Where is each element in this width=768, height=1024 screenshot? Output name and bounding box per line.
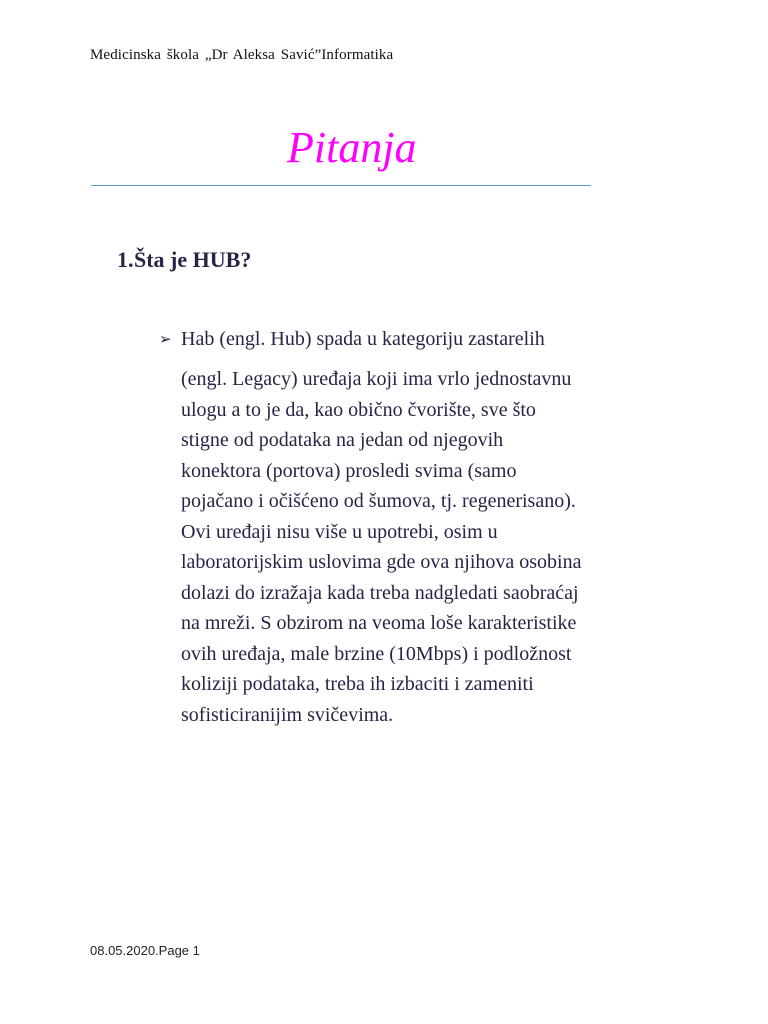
- page-footer: 08.05.2020.Page 1: [90, 943, 200, 958]
- answer-line: laboratorijskim uslovima gde ova njihova osobina: [181, 551, 582, 573]
- answer-line: na mreži. S obzirom na veoma loše karakteristike: [181, 612, 577, 634]
- document-header: Medicinska škola „Dr Aleksa Savić”Informatika: [90, 47, 394, 63]
- answer-line: sofisticiranijim svičevima.: [181, 703, 394, 726]
- title-underline: [91, 185, 591, 186]
- answer-bullet: [159, 325, 545, 353]
- arrow-bullet-icon: ➢: [159, 330, 172, 348]
- answer-line: ovih uređaja, male brzine (10Mbps) i podložnost: [181, 642, 572, 665]
- question-text: Šta je HUB?: [134, 247, 252, 272]
- answer-line: (engl. Legacy) uređaja koji ima vrlo jednostavnu: [181, 368, 572, 390]
- answer-line: stigne od podataka na jedan od njegovih: [181, 429, 504, 451]
- answer-line: dolazi do izražaja kada treba nadgledati saobraćaj: [181, 581, 579, 604]
- answer-paragraph: [181, 364, 726, 730]
- answer-line: Ovi uređaji nisu više u upotrebi, osim u: [181, 520, 498, 543]
- question-number: 1.: [117, 247, 134, 272]
- page-title: Pitanja: [287, 123, 417, 172]
- answer-line: pojačano i očišćeno od šumova, tj. regenerisano).: [181, 490, 576, 512]
- question-heading: [117, 247, 251, 273]
- answer-line: koliziji podataka, treba ih izbaciti i zameniti: [181, 673, 534, 695]
- answer-line: ulogu a to je da, kao obično čvorište, sve što: [181, 398, 536, 421]
- answer-line: konektora (portova) prosledi svima (samo: [181, 459, 517, 482]
- answer-first-line: Hab (engl. Hub) spada u kategoriju zastarelih: [181, 328, 545, 350]
